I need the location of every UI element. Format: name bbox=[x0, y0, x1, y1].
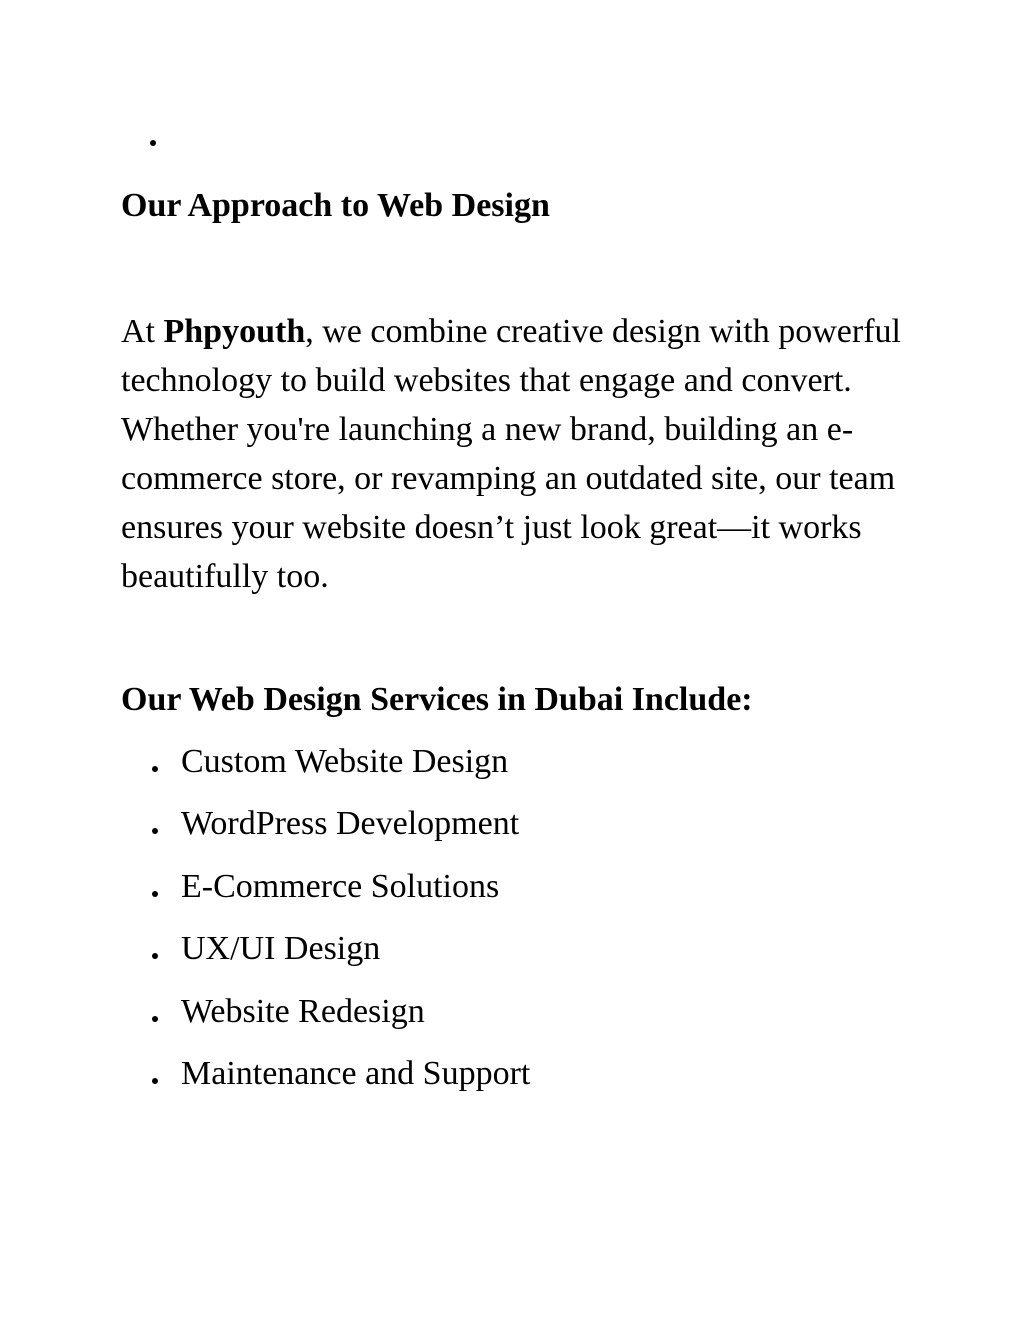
service-label: UX/UI Design bbox=[181, 930, 381, 968]
service-label: Custom Website Design bbox=[181, 743, 509, 780]
intro-body: , we combine creative design with powerful technology to build websites that engage and convert. Whether you're launching a new brand, building an e-commerce store, or revamping an outdated site, our team ensures your website doesn’t just look great—it works beautifully too. bbox=[121, 313, 901, 595]
list-item bbox=[121, 1052, 530, 1114]
approach-paragraph bbox=[121, 307, 911, 601]
services-heading: Our Web Design Services in Dubai Include: bbox=[121, 681, 753, 718]
bullet-icon bbox=[152, 891, 158, 897]
bullet-icon bbox=[152, 828, 158, 834]
list-item bbox=[121, 927, 530, 989]
list-item bbox=[121, 802, 530, 864]
bullet-icon bbox=[152, 1016, 158, 1022]
brand-name: Phpyouth bbox=[163, 313, 306, 350]
bullet-icon bbox=[152, 766, 158, 772]
service-label: Maintenance and Support bbox=[181, 1054, 531, 1092]
service-label: Website Redesign bbox=[181, 992, 425, 1030]
bullet-icon bbox=[150, 140, 156, 146]
service-label: WordPress Development bbox=[181, 805, 520, 843]
service-label: E-Commerce Solutions bbox=[181, 867, 500, 905]
bullet-icon bbox=[152, 1078, 158, 1084]
services-list bbox=[121, 740, 530, 1114]
approach-heading: Our Approach to Web Design bbox=[121, 187, 550, 224]
list-item bbox=[121, 865, 530, 927]
bullet-icon bbox=[152, 953, 158, 959]
list-item bbox=[121, 990, 530, 1052]
intro-prefix: At bbox=[121, 313, 164, 350]
list-item bbox=[121, 740, 530, 802]
